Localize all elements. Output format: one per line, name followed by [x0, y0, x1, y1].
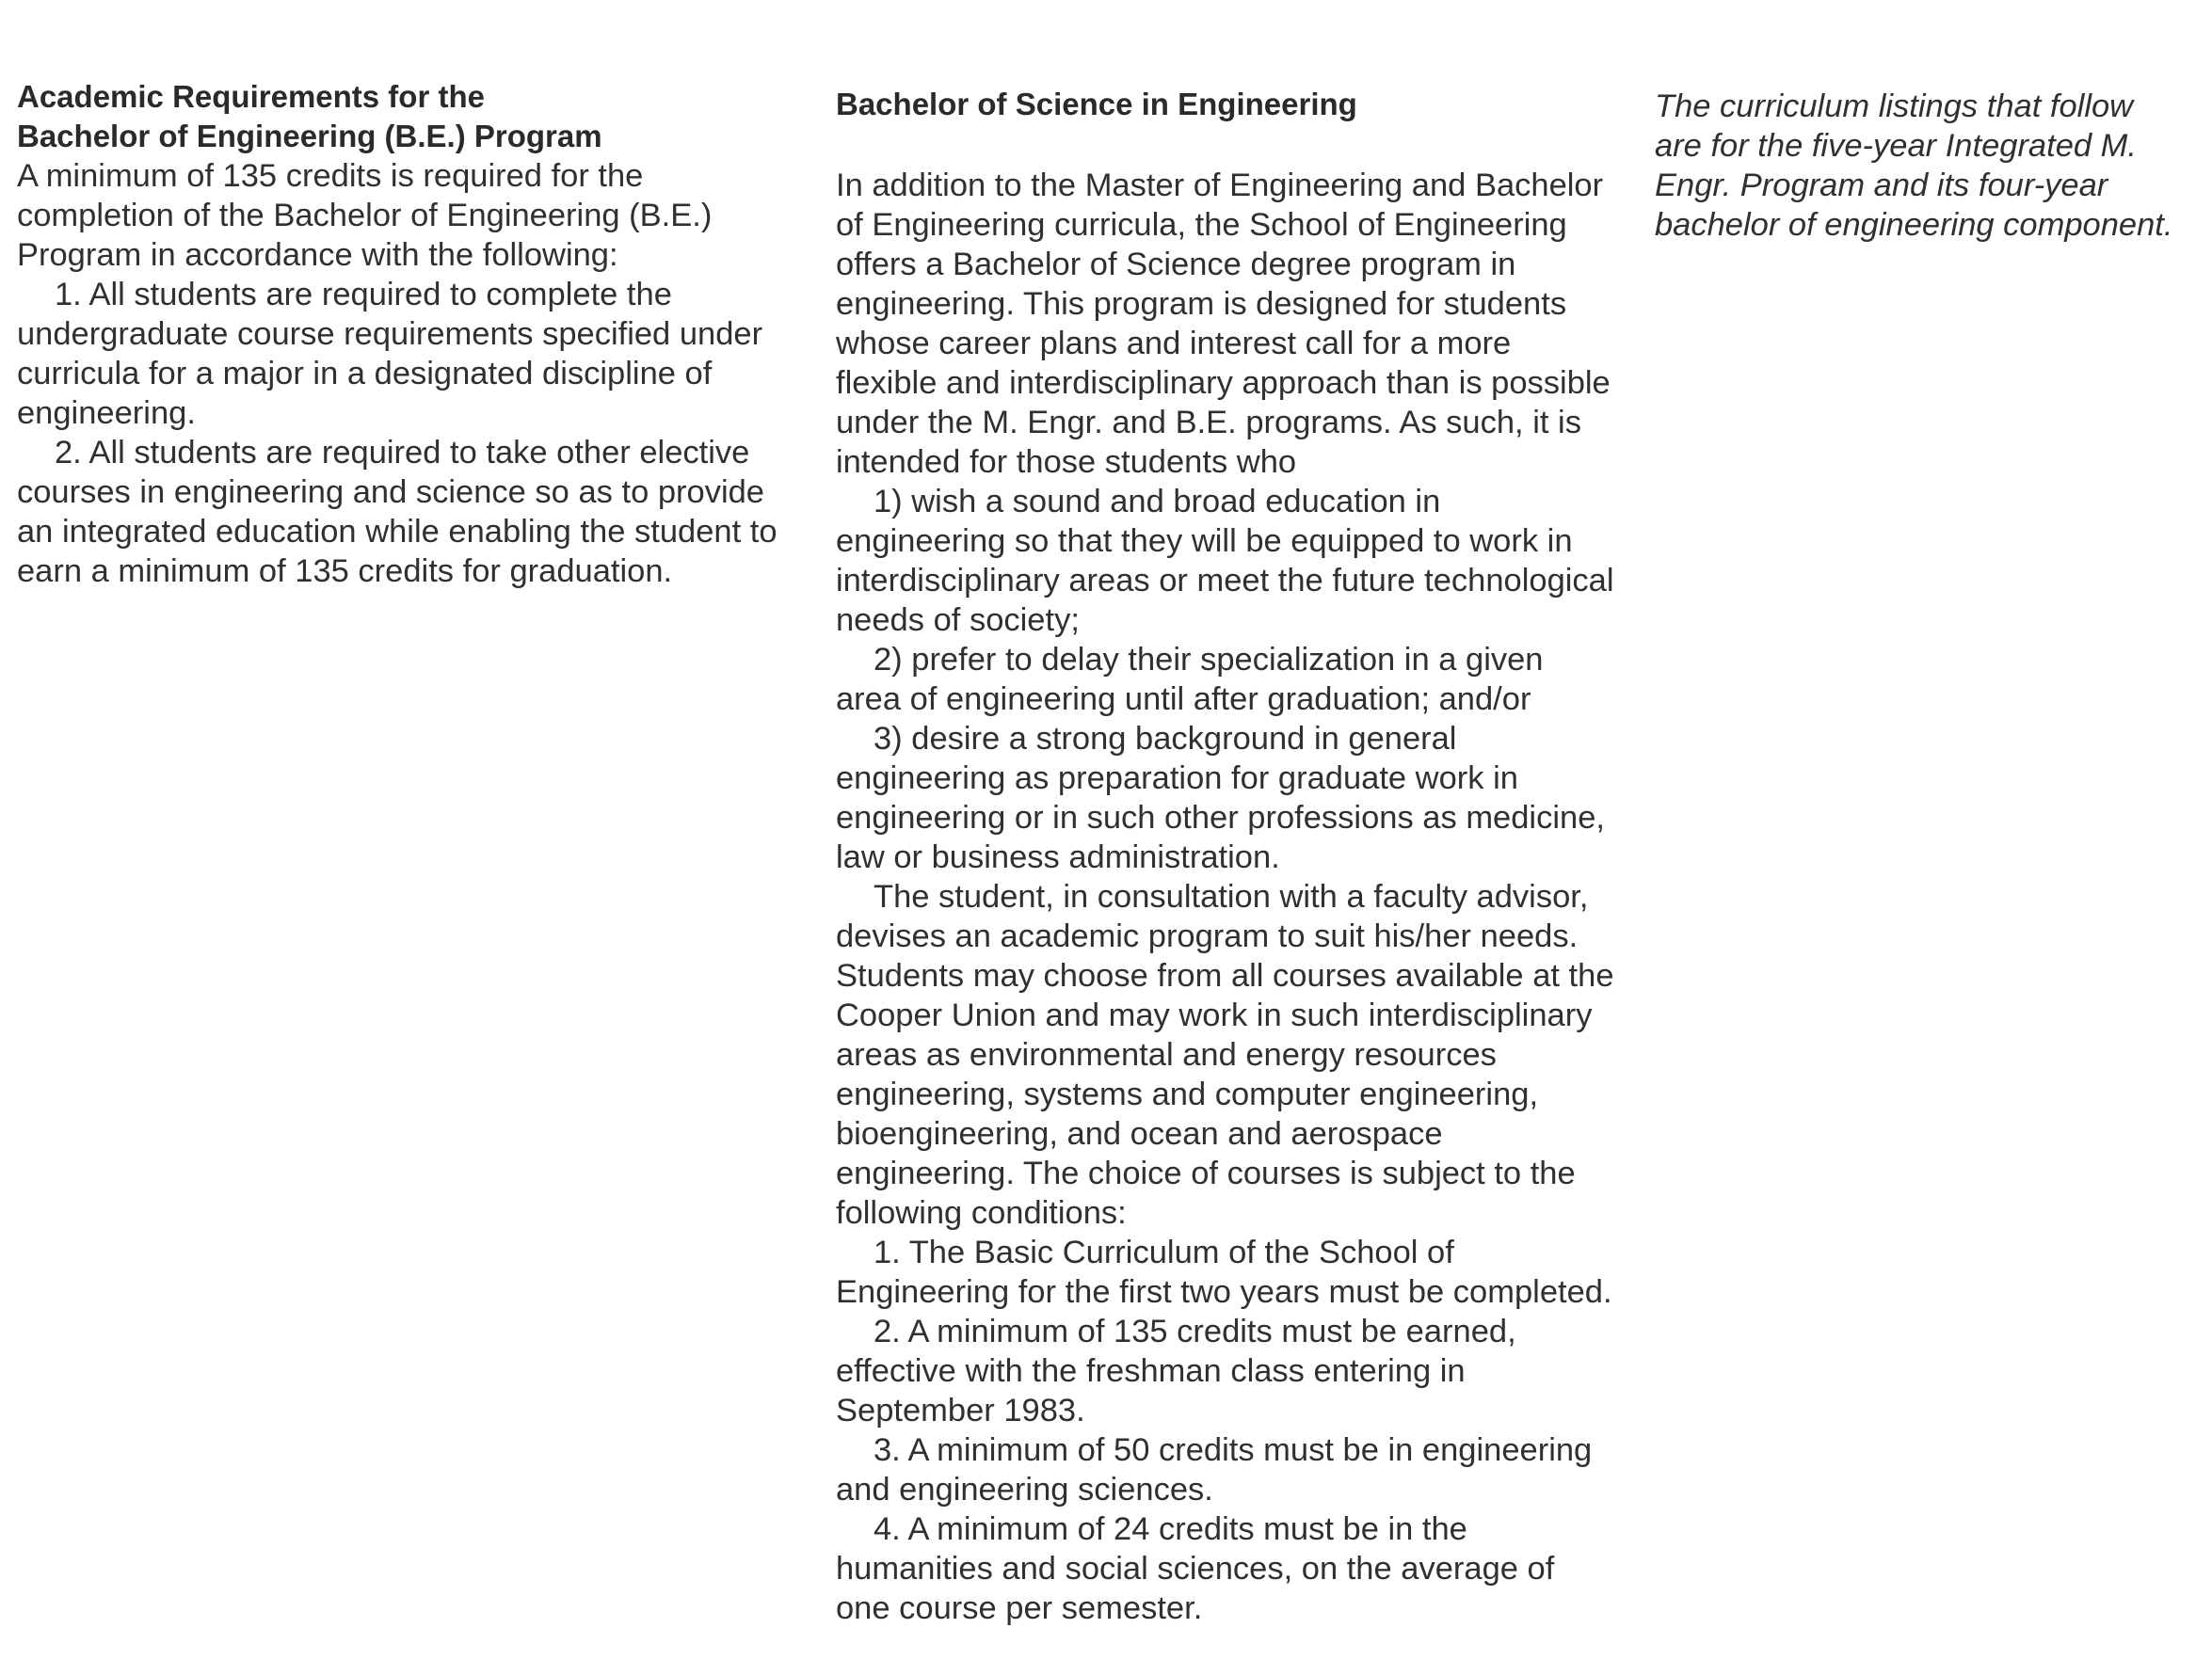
bs-reason-3: 3) desire a strong background in general engineering as preparation for graduate work in engineering or in such other professions as medicine, law or business administration. — [836, 721, 1605, 875]
bs-advisor-paragraph: The student, in consultation with a faculty advisor, devises an academic program to suit his/her needs. Students may choose from all courses available at the Cooper Union and may work in such interdisciplinary areas as environmental and energy resources engineering, systems and computer engineering, bioengineering, and ocean and aerospace engineering. The choice of courses is subject to the following conditions: — [836, 879, 1614, 1231]
be-intro-paragraph: A minimum of 135 credits is required for the completion of the Bachelor of Engineering (B.E.) Program in accordance with the following: — [17, 158, 713, 273]
bs-condition-3: 3. A minimum of 50 credits must be in engineering and engineering sciences. — [836, 1432, 1593, 1508]
right-column — [1655, 87, 2182, 245]
bs-condition-4: 4. A minimum of 24 credits must be in the humanities and social sciences, on the average of one course per semester. — [836, 1511, 1555, 1626]
bs-reason-2: 2) prefer to delay their specialization in a given area of engineering until after graduation; and/or — [836, 642, 1544, 717]
be-requirement-item-1: 1. All students are required to complete the undergraduate course requirements specified under curricula for a major in a designated discipline of engineering. — [17, 277, 763, 431]
curriculum-note: The curriculum listings that follow are for the five-year Integrated M. Engr. Program and its four-year bachelor of engineering component. — [1655, 88, 2173, 243]
be-requirement-item-2: 2. All students are required to take other elective courses in engineering and science so as to provide an integrated education while enabling the student to earn a minimum of 135 credits for graduation. — [17, 435, 777, 589]
bs-condition-2: 2. A minimum of 135 credits must be earned, effective with the freshman class entering in September 1983. — [836, 1314, 1516, 1429]
bs-condition-1: 1. The Basic Curriculum of the School of Engineering for the first two years must be completed. — [836, 1235, 1612, 1310]
bs-engineering-heading: Bachelor of Science in Engineering — [836, 87, 1357, 121]
bs-reason-1: 1) wish a sound and broad education in engineering so that they will be equipped to work in interdisciplinary areas or meet the future technological needs of society; — [836, 484, 1614, 638]
left-column — [17, 77, 808, 591]
be-requirements-heading: Academic Requirements for the Bachelor of Engineering (B.E.) Program — [17, 79, 602, 153]
middle-column — [836, 77, 1617, 1628]
bs-intro-paragraph: In addition to the Master of Engineering and Bachelor of Engineering curricula, the School of Engineering offers a Bachelor of Science degree program in engineering. This program is designed for students whose career plans and interest call for a more flexible and interdisciplinary approach than is possible under the M. Engr. and B.E. programs. As such, it is intended for those students who — [836, 168, 1611, 480]
